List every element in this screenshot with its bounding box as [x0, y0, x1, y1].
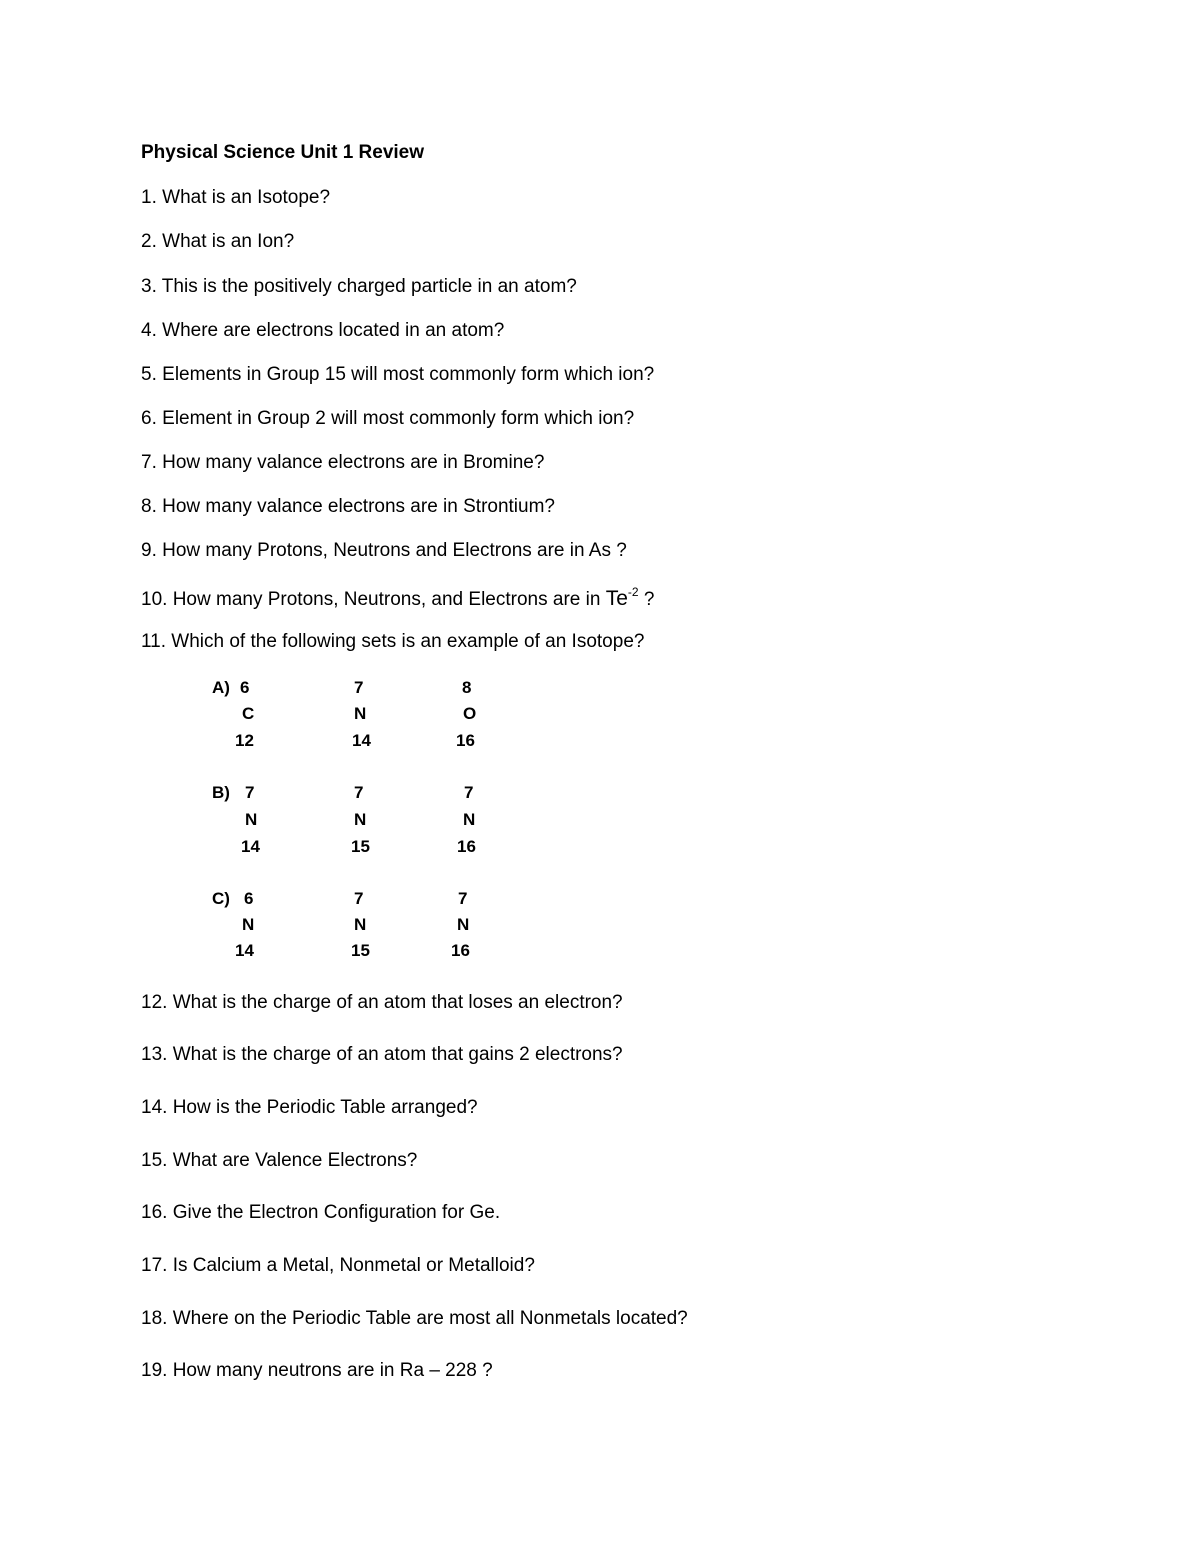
question-2	[141, 231, 294, 253]
option-a-col1-symbol: C	[242, 704, 255, 723]
question-5	[141, 364, 654, 386]
question-text: What are Valence Electrons?	[172, 1150, 418, 1171]
question-9	[141, 540, 627, 562]
question-number: 7.	[141, 452, 157, 473]
question-text: Give the Electron Configuration for Ge.	[172, 1202, 501, 1223]
question-text: Elements in Group 15 will most commonly form which ion?	[162, 364, 655, 385]
option-b-col1-mass: 14	[241, 837, 260, 856]
question-number: 9.	[141, 540, 157, 561]
question-4	[141, 320, 504, 342]
document-title: Physical Science Unit 1 Review	[141, 142, 425, 163]
question-text: Where on the Periodic Table are most all Nonmetals located?	[172, 1308, 688, 1329]
question-number: 5.	[141, 364, 157, 385]
option-a-col2-mass: 14	[352, 731, 371, 750]
option-b-col1-number: 7	[245, 783, 255, 802]
question-number: 6.	[141, 408, 157, 429]
question-7	[141, 452, 544, 474]
option-c-col1-number: 6	[244, 889, 254, 908]
question-number: 3.	[141, 276, 157, 297]
option-c-col3-mass: 16	[451, 941, 470, 960]
question-text: This is the positively charged particle in an atom?	[161, 276, 577, 297]
question-text: How many neutrons are in Ra – 228 ?	[172, 1360, 493, 1381]
option-a-col1-mass: 12	[235, 731, 254, 750]
option-c-col2-symbol: N	[354, 915, 367, 934]
option-c-col3-number: 7	[458, 889, 468, 908]
question-number: 11.	[141, 631, 167, 652]
question-text: How many valance electrons are in Strontium?	[162, 496, 555, 517]
question-number: 16.	[141, 1202, 168, 1223]
option-a-col2-symbol: N	[354, 704, 367, 723]
question-text: How is the Periodic Table arranged?	[172, 1097, 478, 1118]
question-16	[141, 1202, 500, 1224]
option-b-col3-number: 7	[464, 783, 474, 802]
option-b-col2-mass: 15	[351, 837, 370, 856]
option-b-label: B)	[212, 783, 230, 802]
option-c-label: C)	[212, 889, 230, 908]
question-number: 1.	[141, 187, 157, 208]
question-1	[141, 187, 330, 209]
question-8	[141, 496, 555, 518]
question-14	[141, 1097, 478, 1119]
question-text: How many valance electrons are in Bromine?	[162, 452, 545, 473]
question-17	[141, 1255, 535, 1277]
question-15	[141, 1150, 417, 1172]
question-number: 14.	[141, 1097, 168, 1118]
option-b-col3-symbol: N	[463, 810, 476, 829]
question-number: 19.	[141, 1360, 168, 1381]
option-a-col3-mass: 16	[456, 731, 475, 750]
question-tail: ?	[638, 589, 655, 610]
question-text: Where are electrons located in an atom?	[162, 320, 505, 341]
option-a-col2-number: 7	[354, 678, 364, 697]
question-number: 15.	[141, 1150, 168, 1171]
question-13	[141, 1044, 623, 1066]
question-number: 8.	[141, 496, 157, 517]
question-number: 10.	[141, 589, 168, 610]
question-text: How many Protons, Neutrons and Electrons are in As ?	[162, 540, 627, 561]
question-text: What is the charge of an atom that loses an electron?	[172, 992, 623, 1013]
option-b-col3-mass: 16	[457, 837, 476, 856]
question-number: 12.	[141, 992, 168, 1013]
option-c-col2-number: 7	[354, 889, 364, 908]
question-text: Is Calcium a Metal, Nonmetal or Metalloid?	[172, 1255, 535, 1276]
option-b-col1-symbol: N	[245, 810, 258, 829]
question-number: 18.	[141, 1308, 168, 1329]
option-c-col1-symbol: N	[242, 915, 255, 934]
question-11	[141, 631, 644, 653]
question-12	[141, 992, 623, 1014]
question-6	[141, 408, 634, 430]
option-a-col3-symbol: O	[463, 704, 477, 723]
question-number: 4.	[141, 320, 157, 341]
question-10	[141, 585, 654, 611]
question-19	[141, 1360, 493, 1382]
charge-superscript: -2	[627, 585, 639, 599]
option-c-col1-mass: 14	[235, 941, 254, 960]
option-c-col2-mass: 15	[351, 941, 370, 960]
question-text: What is the charge of an atom that gains 2 electrons?	[172, 1044, 623, 1065]
question-number: 17.	[141, 1255, 168, 1276]
option-b-col2-symbol: N	[354, 810, 367, 829]
question-text: Element in Group 2 will most commonly form which ion?	[162, 408, 635, 429]
option-b-col2-number: 7	[354, 783, 364, 802]
question-18	[141, 1308, 688, 1330]
question-number: 2.	[141, 231, 157, 252]
option-a-col3-number: 8	[462, 678, 472, 697]
option-a-label: A)	[212, 678, 230, 697]
question-text: How many Protons, Neutrons, and Electrons are in	[172, 589, 606, 610]
question-number: 13.	[141, 1044, 168, 1065]
question-text: What is an Ion?	[162, 231, 295, 252]
question-text: What is an Isotope?	[162, 187, 331, 208]
question-3	[141, 276, 577, 298]
element-symbol: Te	[605, 587, 628, 610]
option-c-col3-symbol: N	[457, 915, 470, 934]
question-text: Which of the following sets is an example of an Isotope?	[171, 631, 645, 652]
option-a-col1-number: 6	[240, 678, 250, 697]
